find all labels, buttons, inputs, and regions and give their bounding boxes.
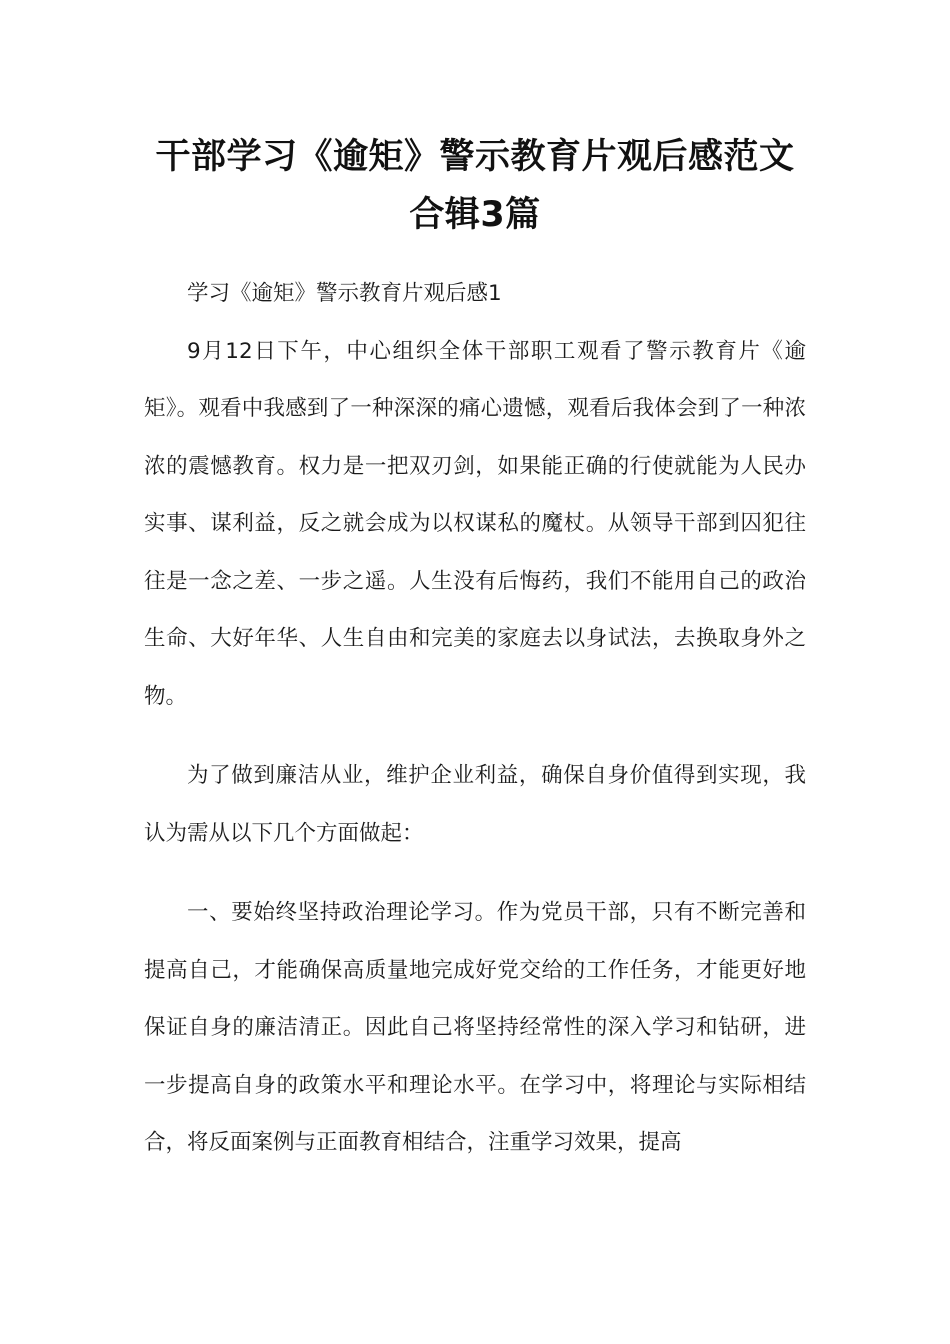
paragraph-3: 一、要始终坚持政治理论学习。作为党员干部，只有不断完善和提高自己，才能确保高质量地完成好党交给的工作任务，才能更好地保证自身的廉洁清正。因此自己将坚持经常性的深入学习和钻研，进一步提高自身的政策水平和理论水平。在学习中，将理论与实际相结合，将反面案例与正面教育相结合，注重学习效果，提高 <box>144 900 806 1155</box>
document-title <box>120 128 830 244</box>
paragraph-2: 为了做到廉洁从业，维护企业利益，确保自身价值得到实现，我认为需从以下几个方面做起： <box>144 763 806 846</box>
title-line-1: 干部学习《逾矩》警示教育片观后感范文 <box>155 137 795 177</box>
section-heading: 学习《逾矩》警示教育片观后感1 <box>187 281 502 306</box>
title-line-2: 合辑3篇 <box>409 195 541 235</box>
document-body <box>144 265 806 1172</box>
paragraph-1: 9月12日下午，中心组织全体干部职工观看了警示教育片《逾矩》。观看中我感到了一种深深的痛心遗憾，观看后我体会到了一种浓浓的震憾教育。权力是一把双刃剑，如果能正确的行使就能为人民办实事、谋利益，反之就会成为以权谋私的魔杖。从领导干部到囚犯往往是一念之差、一步之遥。人生没有后悔药，我们不能用自己的政治生命、大好年华、人生自由和完美的家庭去以身试法，去换取身外之物。 <box>144 338 806 709</box>
